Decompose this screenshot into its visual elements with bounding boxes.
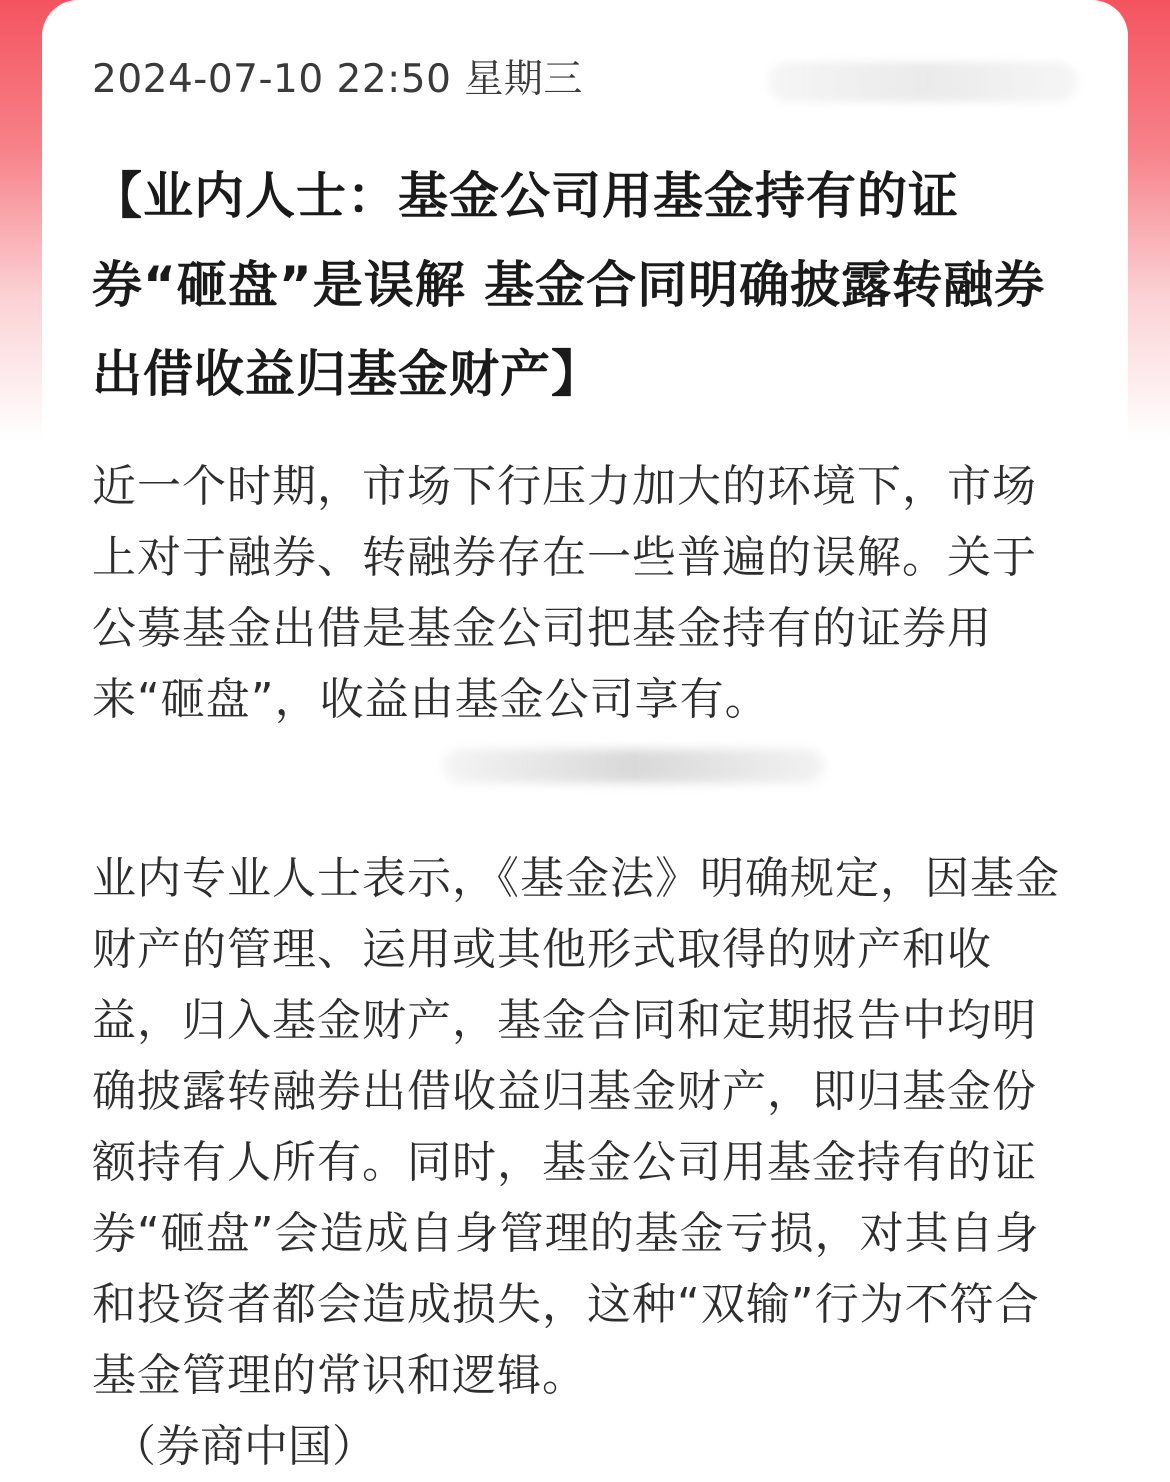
post-source: （券商中国） bbox=[112, 1421, 376, 1472]
post-meta bbox=[92, 52, 1078, 108]
post-paragraph: 近一个时期，市场下行压力加大的环境下，市场上对于融券、转融券存在一些普遍的误解。关于公募基金出借是基金公司把基金持有的证券用来“砸盘”，收益由基金公司享有。 bbox=[92, 461, 1037, 725]
post-paragraph: 业内专业人士表示，《基金法》明确规定，因基金财产的管理、运用或其他形式取得的财产和收益，归入基金财产，基金合同和定期报告中均明确披露转融券出借收益归基金财产，即归基金份额持有人所有。同时，基金公司用基金持有的证券“砸盘”会造成自身管理的基金亏损，对其自身和投资者都会造成损失，这种“双输”行为不符合基金管理的常识和逻辑。 bbox=[92, 853, 1060, 1401]
post-card bbox=[42, 0, 1128, 1482]
blurred-link bbox=[444, 749, 824, 783]
blurred-author-info bbox=[768, 62, 1078, 102]
post-headline: 【业内人士：基金公司用基金持有的证券“砸盘”是误解 基金合同明确披露转融券出借收益归基金财产】 bbox=[92, 167, 1046, 403]
post-timestamp: 2024-07-10 22:50 星期三 bbox=[92, 57, 583, 102]
